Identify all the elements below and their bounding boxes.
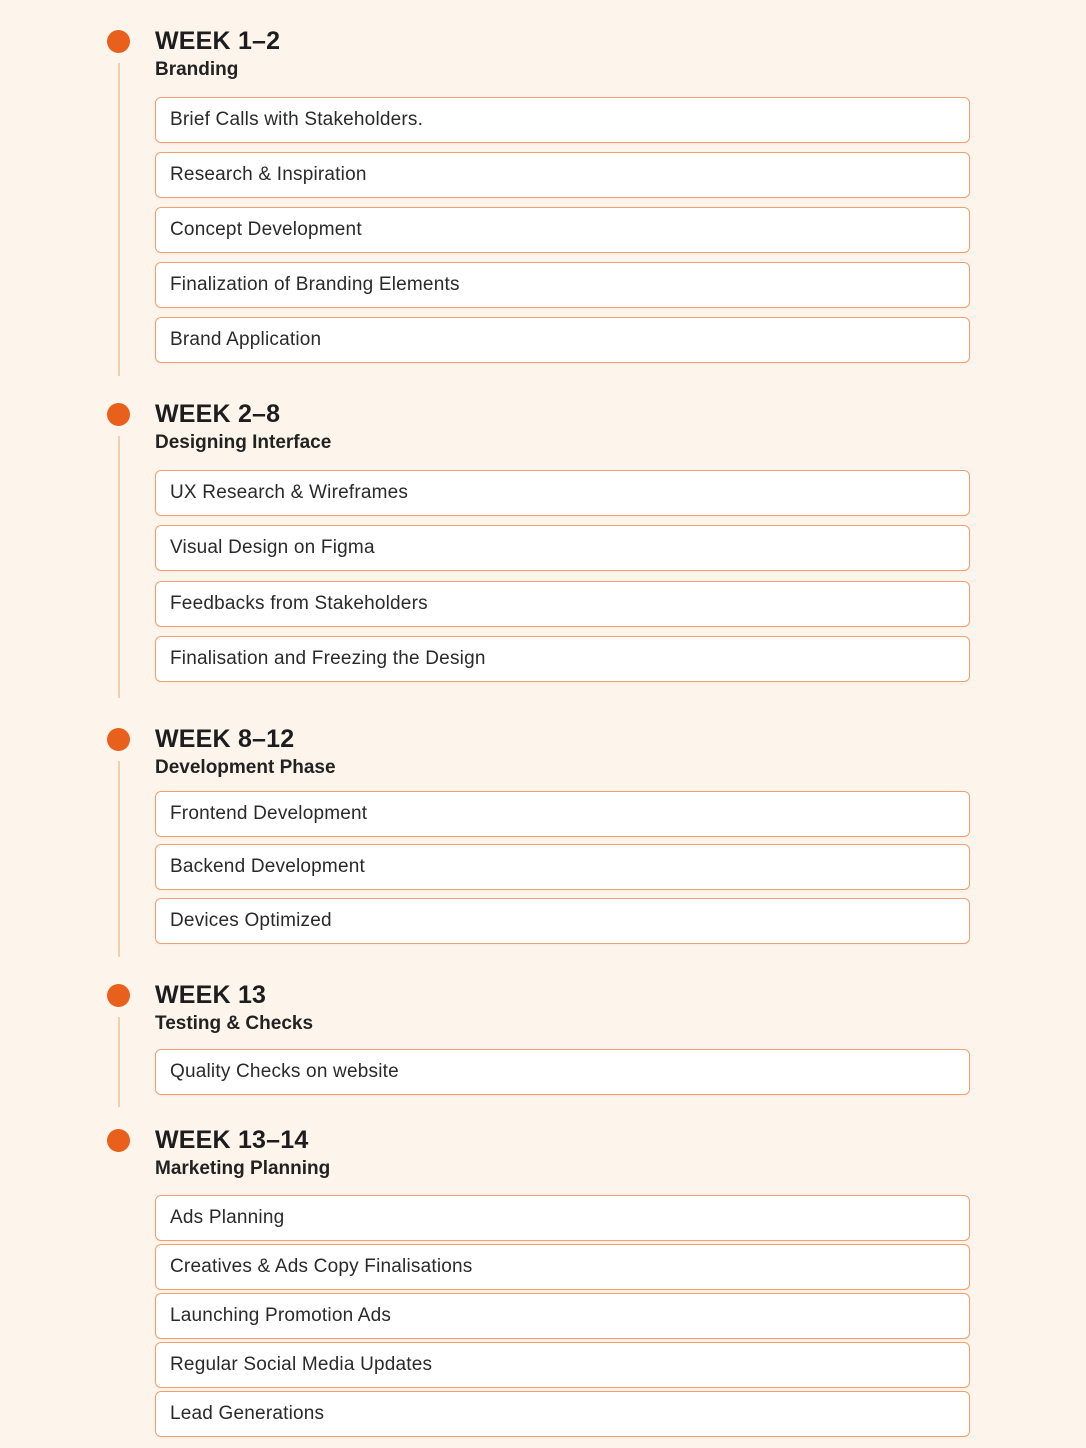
task-item: Frontend Development bbox=[155, 791, 970, 837]
task-item: Visual Design on Figma bbox=[155, 525, 970, 571]
task-item: Brief Calls with Stakeholders. bbox=[155, 97, 970, 143]
task-item: Backend Development bbox=[155, 844, 970, 890]
task-item: Feedbacks from Stakeholders bbox=[155, 581, 970, 627]
timeline-dot bbox=[107, 728, 130, 751]
task-item: Finalisation and Freezing the Design bbox=[155, 636, 970, 682]
task-item: Brand Application bbox=[155, 317, 970, 363]
timeline-dot bbox=[107, 30, 130, 53]
timeline-line bbox=[118, 1017, 120, 1107]
phase-week: WEEK 13 bbox=[155, 981, 267, 1009]
phase-title: Marketing Planning bbox=[155, 1158, 331, 1179]
timeline-line bbox=[118, 761, 120, 957]
phase-week: WEEK 1–2 bbox=[155, 27, 281, 55]
task-item: Devices Optimized bbox=[155, 898, 970, 944]
task-item: Ads Planning bbox=[155, 1195, 970, 1241]
task-item: Concept Development bbox=[155, 207, 970, 253]
phase-week: WEEK 13–14 bbox=[155, 1126, 309, 1154]
task-item: Lead Generations bbox=[155, 1391, 970, 1437]
task-item: Research & Inspiration bbox=[155, 152, 970, 198]
phase-title: Testing & Checks bbox=[155, 1013, 314, 1034]
task-item: Quality Checks on website bbox=[155, 1049, 970, 1095]
task-item: Creatives & Ads Copy Finalisations bbox=[155, 1244, 970, 1290]
timeline-dot bbox=[107, 403, 130, 426]
timeline-line bbox=[118, 436, 120, 698]
task-item: Finalization of Branding Elements bbox=[155, 262, 970, 308]
task-item: Launching Promotion Ads bbox=[155, 1293, 970, 1339]
phase-title: Branding bbox=[155, 59, 239, 80]
phase-title: Designing Interface bbox=[155, 432, 332, 453]
timeline-line bbox=[118, 63, 120, 376]
phase-week: WEEK 8–12 bbox=[155, 725, 295, 753]
task-item: Regular Social Media Updates bbox=[155, 1342, 970, 1388]
task-item: UX Research & Wireframes bbox=[155, 470, 970, 516]
timeline-dot bbox=[107, 1129, 130, 1152]
phase-week: WEEK 2–8 bbox=[155, 400, 281, 428]
timeline-dot bbox=[107, 984, 130, 1007]
phase-title: Development Phase bbox=[155, 757, 336, 778]
